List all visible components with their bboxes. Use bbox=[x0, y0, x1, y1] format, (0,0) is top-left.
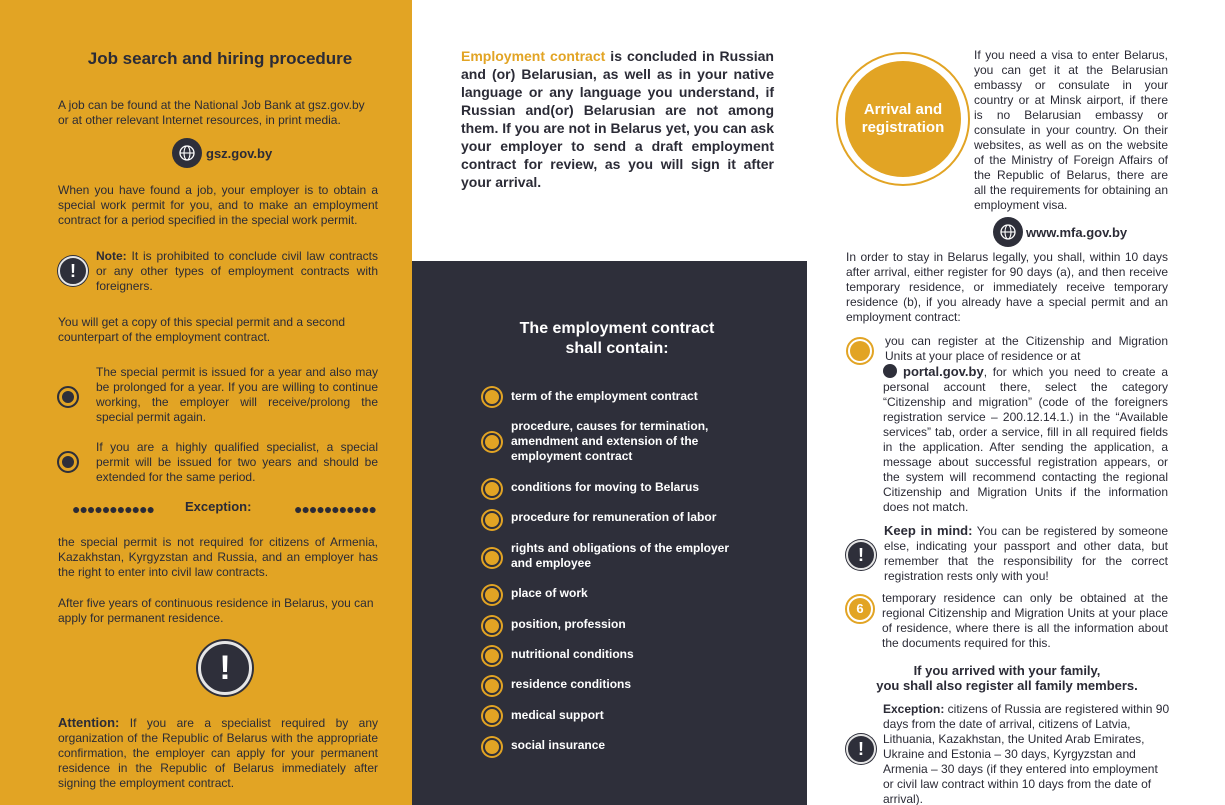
keep-in-mind-body: You can be registered by someone else, indicating your passport and other data, but remember that the responsibility for the correct registration rests only with you! bbox=[884, 524, 1168, 583]
contents-item: medical support bbox=[511, 708, 604, 722]
family-line-2: you shall also register all family members. bbox=[876, 678, 1138, 693]
right-panel bbox=[807, 0, 1225, 805]
attention-body: If you are a specialist required by any organization of the Republic of Belarus with the appropriate confirmation, the employer can apply for your permanent residence in the Republic of Belarus immediately after signing the employment contract. bbox=[58, 716, 378, 790]
bullet-icon bbox=[57, 386, 79, 408]
list-bullet-icon bbox=[483, 647, 501, 665]
stay-text: In order to stay in Belarus legally, you shall, within 10 days after arrival, either register for 90 days (a), and then receive temporary residence, or immediately receive temporary residence (b), if you already have a special permit and an employment contract: bbox=[846, 250, 1168, 324]
registration-exception-text bbox=[883, 702, 1171, 805]
permanent-residence-paragraph: After five years of continuous residence in Belarus, you can apply for permanent residence. bbox=[58, 596, 374, 625]
exception-label: Exception: bbox=[185, 499, 252, 514]
copy-paragraph: You will get a copy of this special permit and a second counterpart of the employment contract. bbox=[58, 315, 346, 344]
contents-item: nutritional conditions bbox=[511, 647, 634, 661]
list-bullet-icon bbox=[483, 480, 501, 498]
marker-a-icon bbox=[846, 337, 874, 365]
permit-year-item: The special permit is issued for a year and also may be prolonged for a year. If you are willing to continue working, the employer will receive/prolong the special permit again. bbox=[96, 365, 378, 424]
contents-item: procedure for remuneration of labor bbox=[511, 510, 717, 524]
contents-item: procedure, causes for termination, amendment and extension of the employment contract bbox=[511, 419, 709, 463]
attention-text bbox=[58, 715, 378, 791]
marker-b-icon bbox=[845, 594, 875, 624]
contents-title: The employment contract shall contain: bbox=[519, 320, 715, 357]
note-body: It is prohibited to conclude civil law contracts or any other types of employment contracts with foreigners. bbox=[96, 249, 378, 293]
register-text-a: you can register at the Citizenship and Migration Units at your place of residence or at bbox=[885, 334, 1168, 363]
portal-link[interactable] bbox=[883, 364, 984, 379]
contract-intro bbox=[461, 47, 774, 191]
left-panel bbox=[0, 0, 412, 805]
keep-in-mind-label: Keep in mind: bbox=[884, 523, 973, 538]
exception-text: the special permit is not required for citizens of Armenia, Kazakhstan, Kyrgyzstan and Russia, and an employer has the right to enter into civil law contracts. bbox=[58, 535, 378, 579]
list-bullet-icon bbox=[483, 707, 501, 725]
mfa-link-label: www.mfa.gov.by bbox=[1026, 224, 1128, 240]
contents-item: term of the employment contract bbox=[511, 389, 698, 403]
portal-link-label: portal.gov.by bbox=[903, 364, 984, 379]
middle-panel bbox=[412, 0, 807, 805]
contents-item: position, profession bbox=[511, 617, 626, 631]
globe-icon bbox=[172, 138, 202, 168]
list-bullet-icon bbox=[483, 617, 501, 635]
job-search-paragraph: A job can be found at the National Job Bank at gsz.gov.by or at other relevant Internet resources, in print media. bbox=[58, 98, 365, 127]
arrival-badge-label: Arrival and registration bbox=[861, 101, 945, 136]
attention-label: Attention: bbox=[58, 715, 120, 730]
left-title: Job search and hiring procedure bbox=[87, 49, 353, 68]
globe-icon bbox=[883, 364, 897, 378]
exclamation-icon: ! bbox=[846, 540, 876, 570]
list-bullet-icon bbox=[483, 388, 501, 406]
marker-b-label: 6 bbox=[849, 598, 871, 620]
registration-exception-body: citizens of Russia are registered within 90 days from the date of arrival, citizens of Latvia, Lithuania, Kazakhstan, the United Arab Emirates, Ukraine and Estonia – 30 days, Kyrgyzstan and Armenia – 30 days (if they entered into employment or civil law contract within 10 days from the date of arrival). bbox=[883, 702, 1170, 805]
visa-text: If you need a visa to enter Belarus, you can get it at the Belarusian embassy or consulate in your country or at Minsk airport, if there is no Belarusian embassy or consulate in your country. On their websites, as well as on the website of the Ministry of Foreign Affairs of the Republic of Belarus, there are all the requirements for obtaining an employment visa. bbox=[974, 48, 1168, 212]
exclamation-icon: ! bbox=[58, 256, 88, 286]
work-permit-paragraph: When you have found a job, your employer is to obtain a special work permit for you, and to make an employment contract for a period specified in the special work permit. bbox=[58, 183, 378, 227]
contract-contents-box bbox=[412, 261, 807, 805]
register-text-b bbox=[883, 364, 1168, 515]
bullet-icon bbox=[57, 451, 79, 473]
note-text bbox=[96, 249, 378, 294]
contents-item: conditions for moving to Belarus bbox=[511, 480, 700, 494]
list-bullet-icon bbox=[483, 433, 501, 451]
contract-intro-body: is concluded in Russian and (or) Belarusian, as well as in your native language or any language you understand, if Russian and(or) Belarusian are not among them. If you are not in Belarus yet, you can ask your employer to send a draft employment contract for review, as you will sign it after your arrival. bbox=[461, 48, 774, 190]
globe-icon bbox=[993, 217, 1023, 247]
list-bullet-icon bbox=[483, 549, 501, 567]
family-line-1: If you arrived with your family, bbox=[913, 663, 1101, 678]
list-bullet-icon bbox=[483, 738, 501, 756]
contents-item: rights and obligations of the employer and employee bbox=[511, 541, 730, 570]
mfa-link[interactable] bbox=[993, 217, 1127, 247]
list-bullet-icon bbox=[483, 511, 501, 529]
contract-highlight: Employment contract bbox=[461, 48, 606, 64]
registration-exception-label: Exception: bbox=[883, 702, 945, 716]
dotted-line: ●●●●●●●●●●● bbox=[72, 501, 155, 517]
list-bullet-icon bbox=[483, 586, 501, 604]
list-bullet-icon bbox=[483, 677, 501, 695]
arrival-badge bbox=[836, 52, 970, 186]
note-label: Note: bbox=[96, 249, 127, 263]
exclamation-icon: ! bbox=[846, 734, 876, 764]
attention-icon: ! bbox=[198, 641, 252, 695]
contents-item: place of work bbox=[511, 586, 588, 600]
temp-residence-text: temporary residence can only be obtained at the regional Citizenship and Migration Units at your place of residence, where there is all the information about the documents required for this. bbox=[882, 591, 1168, 650]
register-body: , for which you need to create a personal account there, select the category “Citizenship and migration” (code of the foreigners registration service – 200.12.14.1.) in the “Available services” tab, order a service, fill in all required fields in the application. After sending the application, a message about successful registration appears, or the system will recommend contacting the regional Citizenship and Migration Units if the information does not match. bbox=[883, 365, 1168, 514]
exception-divider bbox=[72, 498, 377, 518]
gsz-link[interactable] bbox=[172, 138, 272, 168]
gsz-link-label: gsz.gov.by bbox=[206, 145, 273, 161]
dotted-line: ●●●●●●●●●●● bbox=[294, 501, 377, 517]
contents-item: residence conditions bbox=[511, 677, 632, 691]
contents-item: social insurance bbox=[511, 738, 606, 752]
qualified-specialist-item: If you are a highly qualified specialist, a special permit will be issued for two years and should be extended for the same period. bbox=[96, 440, 378, 484]
keep-in-mind-text bbox=[884, 523, 1168, 584]
